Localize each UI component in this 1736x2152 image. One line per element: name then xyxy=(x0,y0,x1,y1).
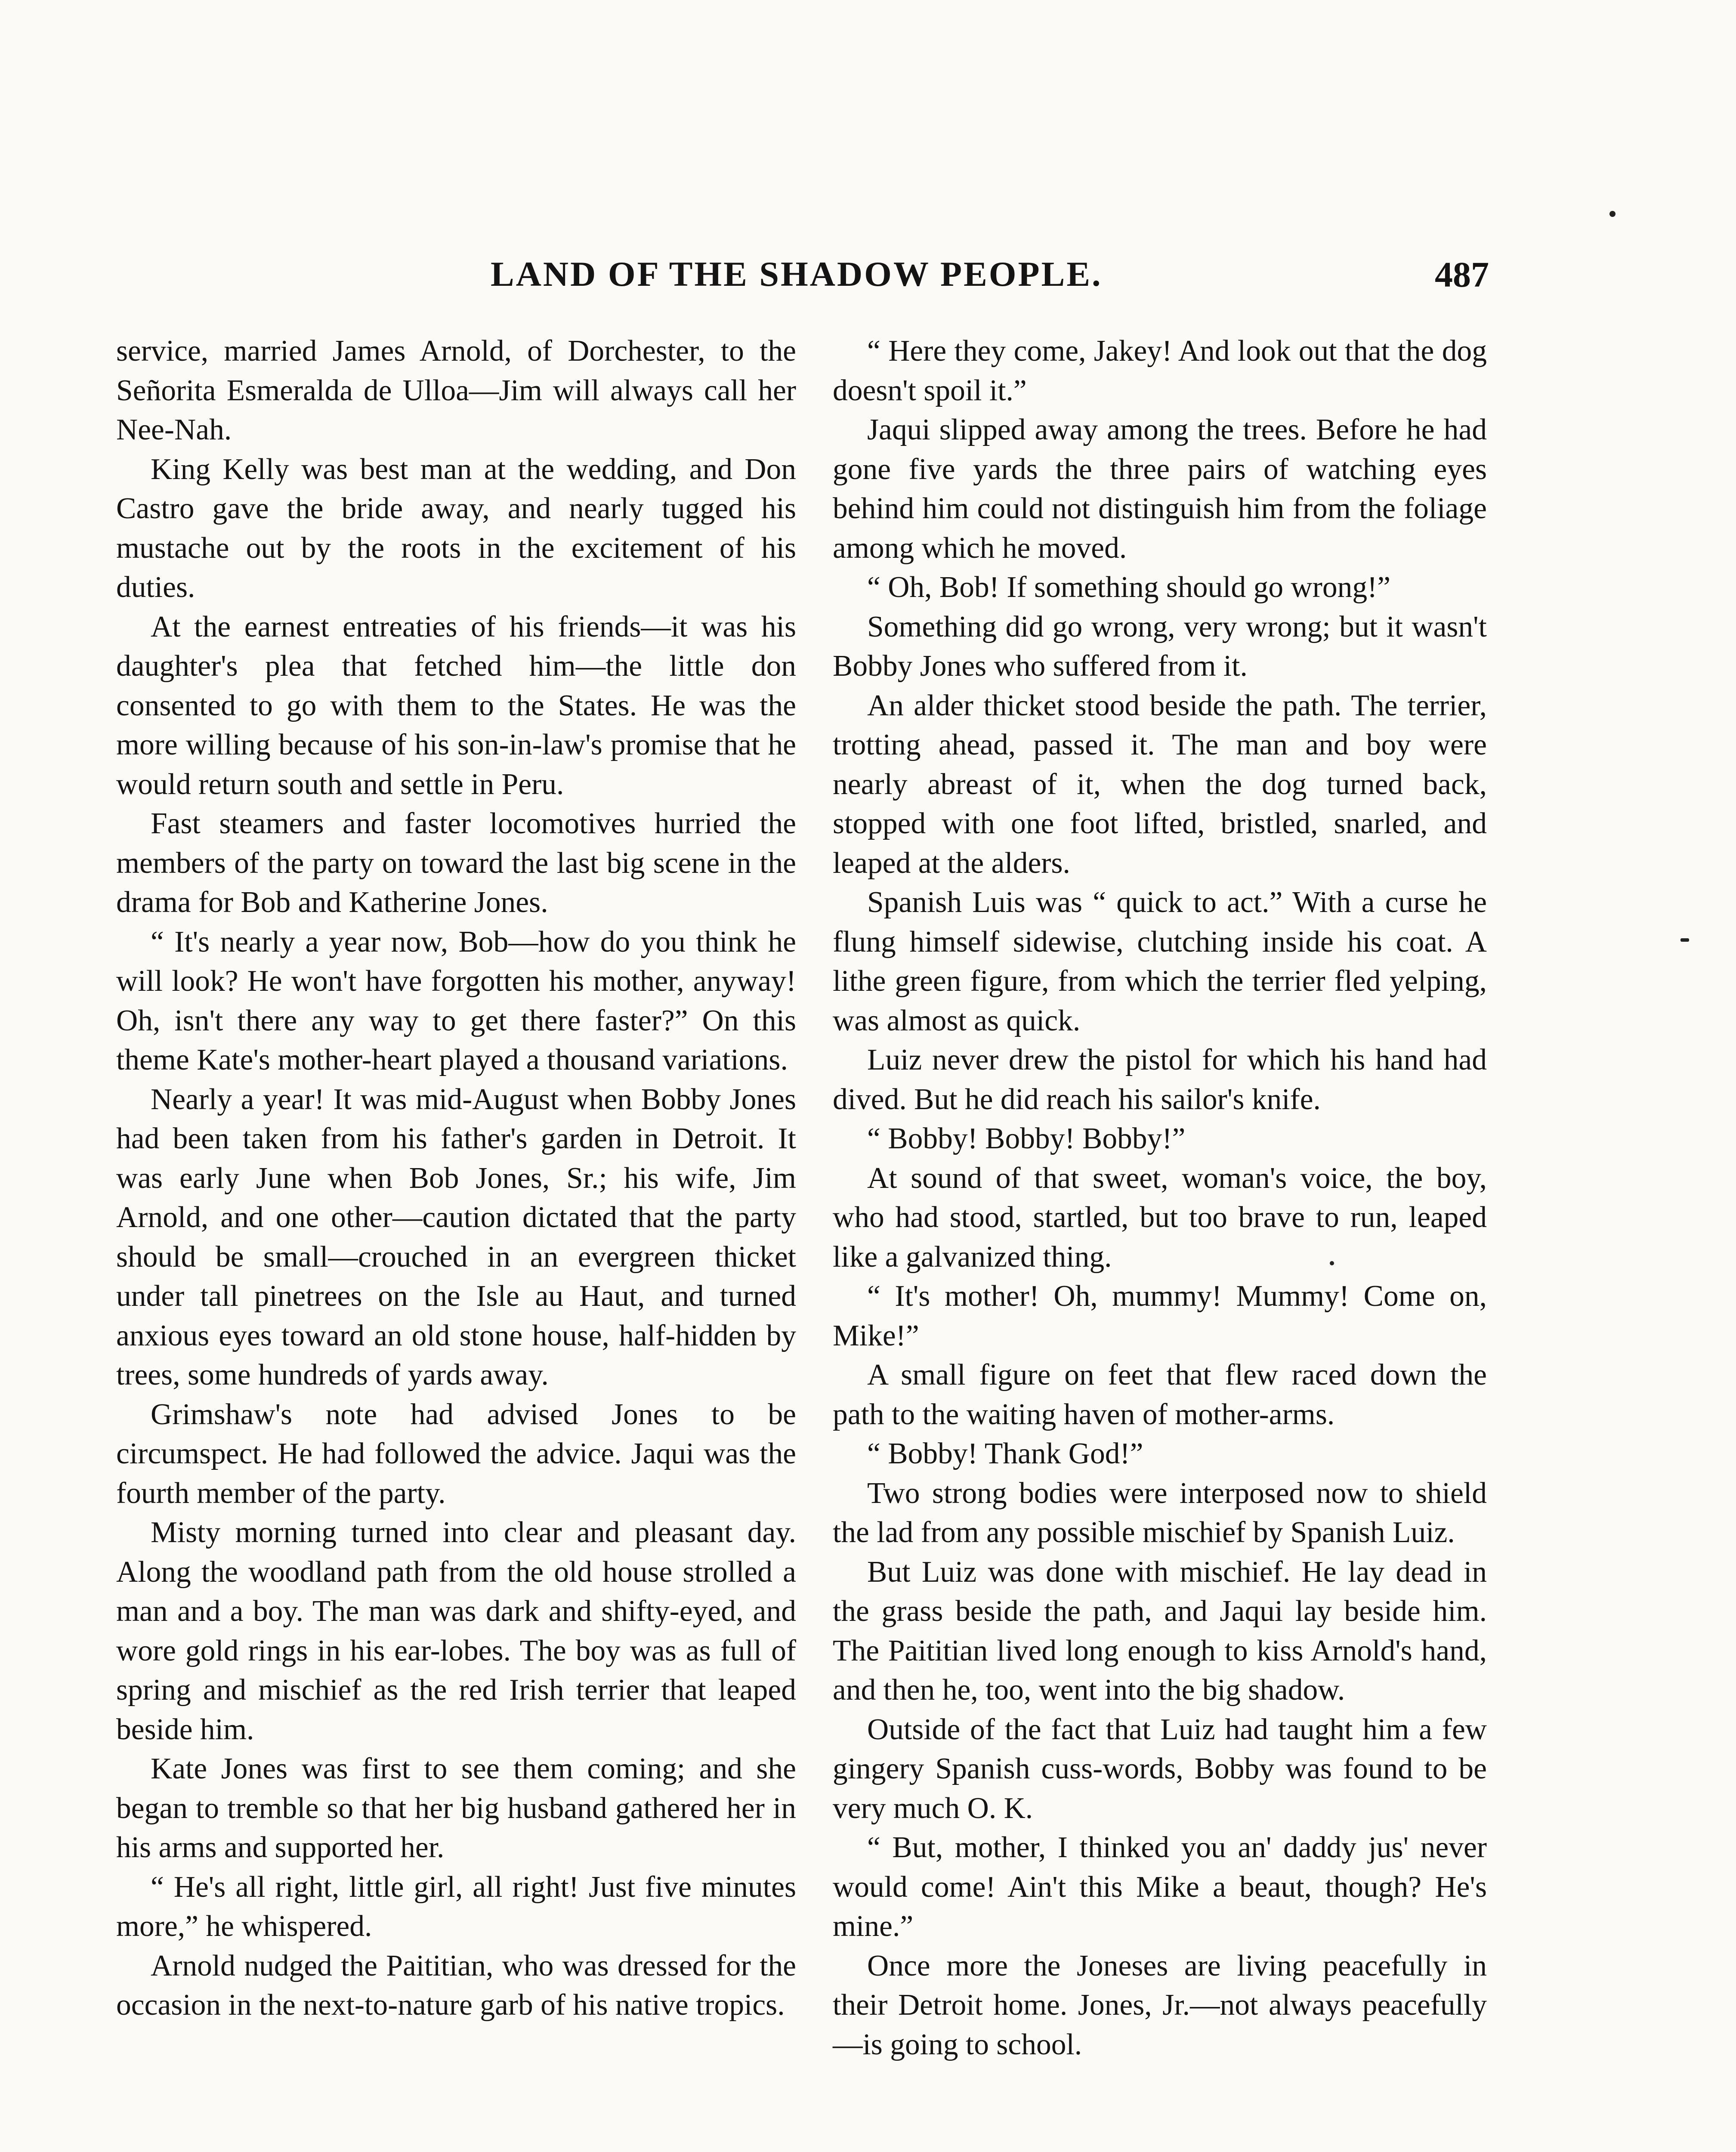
paragraph: Two strong bodies were interposed now to shield the lad from any possible mischief by Spanish Luiz. xyxy=(833,1476,1487,1549)
paragraph: At sound of that sweet, woman's voice, the boy, who had stood, startled, but too brave to run, leaped like a galvanized thing. xyxy=(833,1161,1487,1274)
paragraph: Something did go wrong, very wrong; but it wasn't Bobby Jones who suffered from it. xyxy=(833,610,1487,683)
paragraph: “ Here they come, Jakey! And look out that the dog doesn't spoil it.” xyxy=(833,334,1487,407)
paragraph: “ Bobby! Thank God!” xyxy=(867,1437,1143,1470)
left-column xyxy=(116,331,796,2025)
paragraph: Grimshaw's note had advised Jones to be circumspect. He had followed the advice. Jaqui was the fourth member of the party. xyxy=(116,1398,796,1510)
page-number: 487 xyxy=(1435,255,1489,295)
paragraph: “ It's nearly a year now, Bob—how do you think he will look? He won't have forgotten his mother, anyway! Oh, isn't there any way to get there faster?” On this theme Kate's mother-heart played a thousand variations. xyxy=(116,925,796,1076)
paragraph: service, married James Arnold, of Dorchester, to the Señorita Esmeralda de Ulloa—Jim will always call her Nee-Nah. xyxy=(116,334,796,446)
right-column xyxy=(833,331,1487,2064)
paragraph: Spanish Luis was “ quick to act.” With a curse he flung himself sidewise, clutching inside his coat. A lithe green figure, from which the terrier fled yelping, was almost as quick. xyxy=(833,886,1487,1037)
paragraph: King Kelly was best man at the wedding, and Don Castro gave the bride away, and nearly tugged his mustache out by the roots in the excitement of his duties. xyxy=(116,452,796,604)
paragraph: Nearly a year! It was mid-August when Bobby Jones had been taken from his father's garden in Detroit. It was early June when Bob Jones, Sr.; his wife, Jim Arnold, and one other—caution dictated that the party should be small—crouched in an evergreen thicket under tall pinetrees on the Isle au Haut, and turned anxious eyes toward an old stone house, half-hidden by trees, some hundreds of yards away. xyxy=(116,1082,796,1391)
paragraph: “ Bobby! Bobby! Bobby!” xyxy=(867,1122,1186,1155)
paragraph: Kate Jones was first to see them coming; and she began to tremble so that her big husband gathered her in his arms and supported her. xyxy=(116,1752,796,1864)
ink-speck xyxy=(1609,211,1616,217)
paragraph: “ But, mother, I thinked you an' daddy jus' never would come! Ain't this Mike a beaut, though? He's mine.” xyxy=(833,1831,1487,1943)
paragraph: “ Oh, Bob! If something should go wrong!” xyxy=(867,571,1391,604)
paragraph: Arnold nudged the Paititian, who was dressed for the occasion in the next-to-nature garb of his native tropics. xyxy=(116,1949,796,2022)
running-title: LAND OF THE SHADOW PEOPLE. xyxy=(491,254,1103,294)
paragraph: But Luiz was done with mischief. He lay dead in the grass beside the path, and Jaqui lay beside him. The Paititian lived long enough to kiss Arnold's hand, and then he, too, went into the big shadow. xyxy=(833,1555,1487,1707)
ink-speck xyxy=(1680,938,1689,942)
paragraph: “ He's all right, little girl, all right! Just five minutes more,” he whispered. xyxy=(116,1870,796,1943)
paragraph: Fast steamers and faster locomotives hurried the members of the party on toward the last big scene in the drama for Bob and Katherine Jones. xyxy=(116,807,796,919)
paragraph: At the earnest entreaties of his friends—it was his daughter's plea that fetched him—the little don consented to go with them to the States. He was the more willing because of his son-in-law's promise that he would return south and settle in Peru. xyxy=(116,610,796,801)
paragraph: “ It's mother! Oh, mummy! Mummy! Come on, Mike!” xyxy=(833,1280,1487,1352)
paragraph: Once more the Joneses are living peacefully in their Detroit home. Jones, Jr.—not always peacefully—is going to school. xyxy=(833,1949,1487,2061)
paragraph: Luiz never drew the pistol for which his hand had dived. But he did reach his sailor's knife. xyxy=(833,1043,1487,1116)
paragraph: A small figure on feet that flew raced down the path to the waiting haven of mother-arms. xyxy=(833,1358,1487,1431)
page-header xyxy=(138,254,1489,306)
paragraph: Jaqui slipped away among the trees. Before he had gone five yards the three pairs of watching eyes behind him could not distinguish him from the foliage among which he moved. xyxy=(833,413,1487,565)
paragraph: An alder thicket stood beside the path. The terrier, trotting ahead, passed it. The man and boy were nearly abreast of it, when the dog turned back, stopped with one foot lifted, bristled, snarled, and leaped at the alders. xyxy=(833,689,1487,880)
paragraph: Outside of the fact that Luiz had taught him a few gingery Spanish cuss-words, Bobby was found to be very much O. K. xyxy=(833,1713,1487,1825)
paragraph: Misty morning turned into clear and pleasant day. Along the woodland path from the old house strolled a man and a boy. The man was dark and shifty-eyed, and wore gold rings in his ear-lobes. The boy was as full of spring and mischief as the red Irish terrier that leaped beside him. xyxy=(116,1516,796,1746)
ink-speck xyxy=(1330,1261,1334,1265)
